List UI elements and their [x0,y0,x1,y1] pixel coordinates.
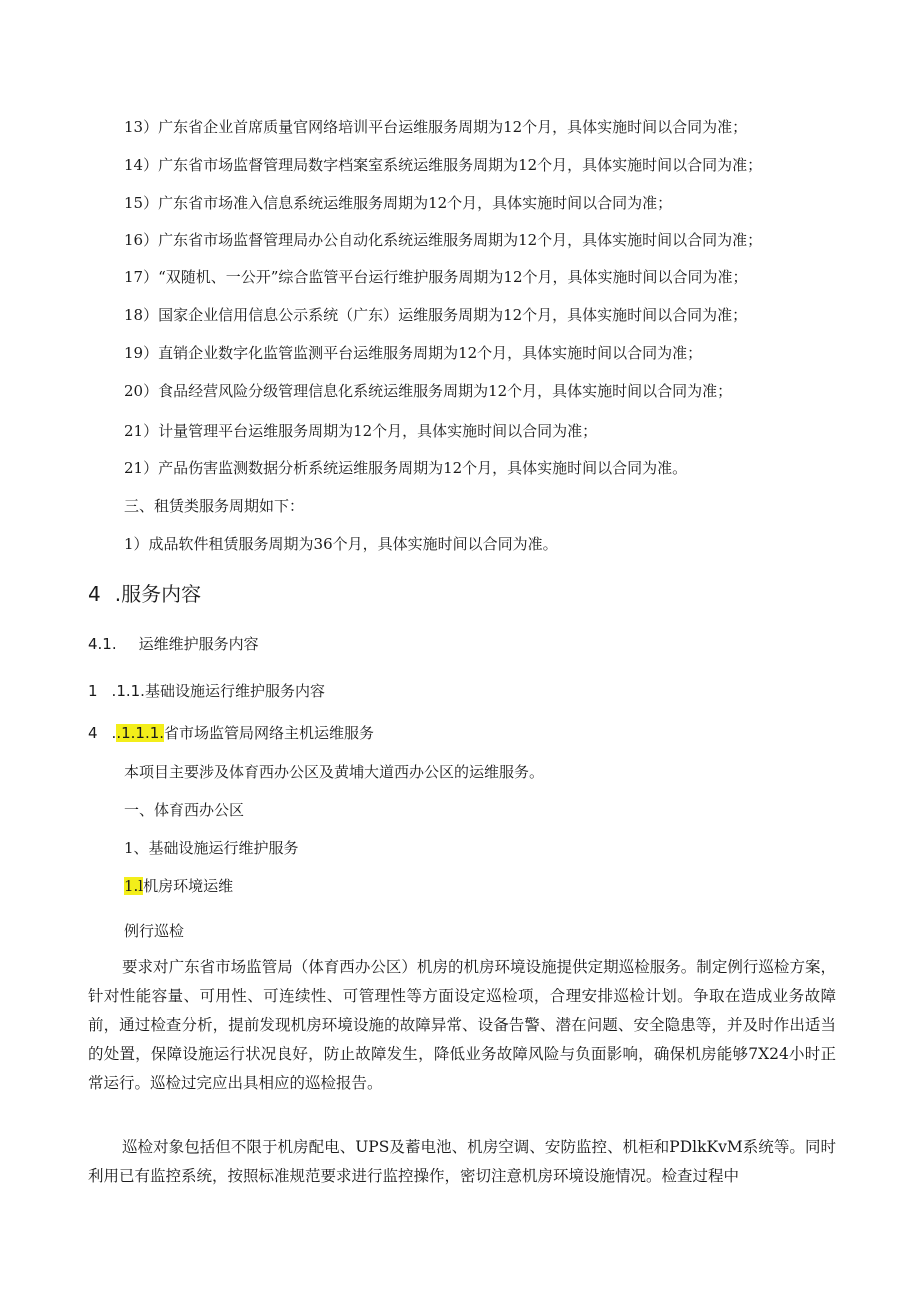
lease-item: 1）成品软件租赁服务周期为36个月，具体实施时间以合同为准。 [124,535,558,553]
subsection-title: 机房环境运维 [143,877,234,895]
list-item-13: 13）广东省企业首席质量官网络培训平台运维服务周期为12个月，具体实施时间以合同为准； [124,118,748,136]
section-4-1-1-title: .1.1.基础设施运行维护服务内容 [111,682,325,700]
section-4-1-heading [88,634,259,654]
section-4-1-1-number: 1 [88,682,98,700]
service-item-heading: 1、基础设施运行维护服务 [124,839,299,857]
paragraph-routine-inspection: 要求对广东省市场监管局（体育西办公区）机房的机房环境设施提供定期巡检服务。制定例行巡检方案，针对性能容量、可用性、可连续性、可管理性等方面设定巡检项，合理安排巡检计划。争取在造成业务故障前，通过检查分析，提前发现机房环境设施的故障异常、设备告警、潜在问题、安全隐患等，并及时作出适当的处置，保障设施运行状况良好，防止故障发生，降低业务故障风险与负面影响，确保机房能够7X24小时正常运行。巡检过完应出具相应的巡检报告。 [88,958,836,1092]
section-4-1-1-heading [88,681,325,701]
highlight-mark-3: .1. [144,724,165,742]
list-item-17: 17）“双随机、一公开”综合监管平台运行维护服务周期为12个月，具体实施时间以合同为准； [124,268,748,286]
intro-text: 本项目主要涉及体育西办公区及黄埔大道西办公区的运维服务。 [124,763,545,781]
routine-label: 例行巡检 [124,922,185,940]
subsection-heading [124,876,233,896]
section-4-1-1-1-prefix: . [111,724,117,742]
highlight-mark-2: .1 [130,724,145,742]
section-4-number: 4 [88,582,101,606]
area-heading: 一、体育西办公区 [124,801,245,819]
subsection-number: 1.l [124,877,144,895]
section-4-1-title: 运维维护服务内容 [138,635,259,653]
lease-heading: 三、租赁类服务周期如下： [124,497,305,515]
section-4-heading [88,581,201,607]
highlight-mark-1: .1 [116,724,131,742]
list-item-16: 16）广东省市场监督管理局办公自动化系统运维服务周期为12个月，具体实施时间以合同为准； [124,231,763,249]
list-item-18: 18）国家企业信用信息公示系统（广东）运维服务周期为12个月，具体实施时间以合同为准； [124,306,748,324]
list-item-19: 19）直销企业数字化监管监测平台运维服务周期为12个月，具体实施时间以合同为准； [124,344,703,362]
list-item-14: 14）广东省市场监督管理局数字档案室系统运维服务周期为12个月，具体实施时间以合同为准； [124,156,763,174]
list-item-20: 20）食品经营风险分级管理信息化系统运维服务周期为12个月，具体实施时间以合同为准； [124,382,733,400]
section-4-1-number: 4.1. [88,635,117,653]
section-4-title: .服务内容 [114,582,202,606]
section-4-1-1-1-title: 省市场监管局网络主机运维服务 [164,724,375,742]
paragraph-inspection-targets: 巡检对象包括但不限于机房配电、UPS及蓄电池、机房空调、安防监控、机柜和PDlkKvM系统等。同时利用已有监控系统，按照标准规范要求进行监控操作，密切注意机房环境设施情况。检查过程中 [88,1138,836,1185]
list-item-21b: 21）产品伤害监测数据分析系统运维服务周期为12个月，具体实施时间以合同为准。 [124,459,688,477]
list-item-21a: 21）计量管理平台运维服务周期为12个月，具体实施时间以合同为准； [124,422,598,440]
list-item-15: 15）广东省市场准入信息系统运维服务周期为12个月，具体实施时间以合同为准； [124,194,673,212]
section-4-1-1-1-number: 4 [88,724,98,742]
section-4-1-1-1-heading [88,723,374,743]
